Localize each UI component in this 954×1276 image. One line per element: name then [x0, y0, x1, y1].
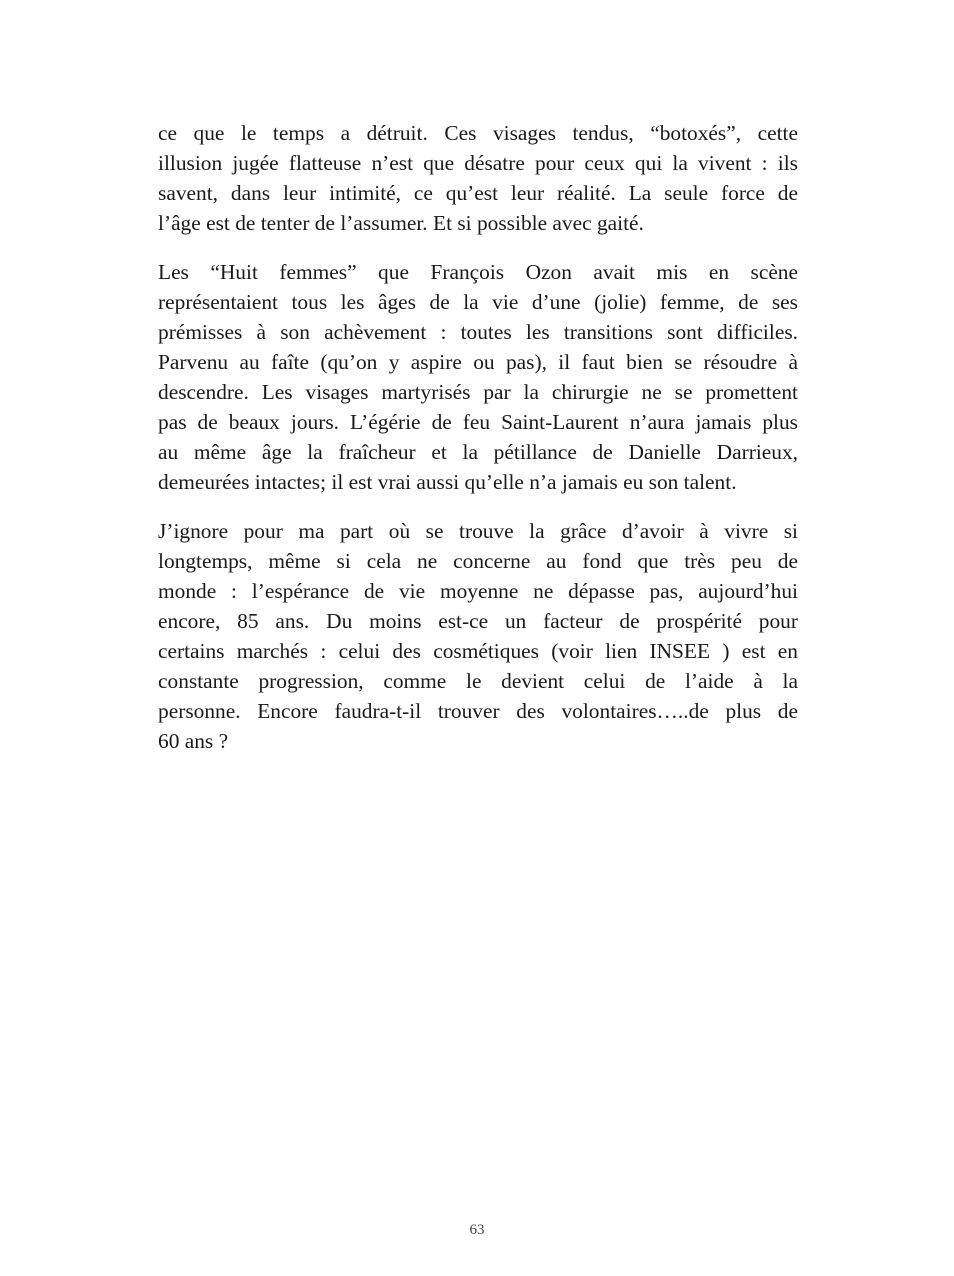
paragraph-3: [158, 516, 798, 756]
text-line: descendre. Les visages martyrisés par la chirurgie ne se promettent: [158, 380, 798, 404]
text-line: pas de beaux jours. L’égérie de feu Saint-Laurent n’aura jamais plus: [158, 410, 798, 434]
text-line: monde : l’espérance de vie moyenne ne dépasse pas, aujourd’hui: [158, 579, 798, 603]
paragraph-2: [158, 257, 798, 497]
text-line: demeurées intactes; il est vrai aussi qu’elle n’a jamais eu son talent.: [158, 470, 737, 494]
text-line: longtemps, même si cela ne concerne au fond que très peu de: [158, 549, 798, 573]
text-line: constante progression, comme le devient celui de l’aide à la: [158, 669, 798, 693]
text-line: représentaient tous les âges de la vie d’une (jolie) femme, de ses: [158, 290, 798, 314]
paragraph-1: [158, 118, 798, 238]
text-line: personne. Encore faudra-t-il trouver des volontaires…..de plus de: [158, 699, 798, 723]
text-line: au même âge la fraîcheur et la pétillance de Danielle Darrieux,: [158, 440, 798, 464]
page-number: 63: [469, 1222, 485, 1238]
text-line: prémisses à son achèvement : toutes les transitions sont difficiles.: [158, 320, 798, 344]
text-line: 60 ans ?: [158, 729, 229, 753]
text-line: ce que le temps a détruit. Ces visages tendus, “botoxés”, cette: [158, 121, 798, 145]
text-line: Parvenu au faîte (qu’on y aspire ou pas), il faut bien se résoudre à: [158, 350, 798, 374]
text-line: illusion jugée flatteuse n’est que désatre pour ceux qui la vivent : ils: [158, 151, 798, 175]
document-page: [158, 118, 798, 775]
text-line: certains marchés : celui des cosmétiques (voir lien INSEE ) est en: [158, 639, 798, 663]
text-line: savent, dans leur intimité, ce qu’est leur réalité. La seule force de: [158, 181, 798, 205]
text-line: l’âge est de tenter de l’assumer. Et si possible avec gaité.: [158, 211, 644, 235]
text-line: encore, 85 ans. Du moins est-ce un facteur de prospérité pour: [158, 609, 798, 633]
text-line: Les “Huit femmes” que François Ozon avait mis en scène: [158, 260, 798, 284]
text-line: J’ignore pour ma part où se trouve la grâce d’avoir à vivre si: [158, 519, 798, 543]
